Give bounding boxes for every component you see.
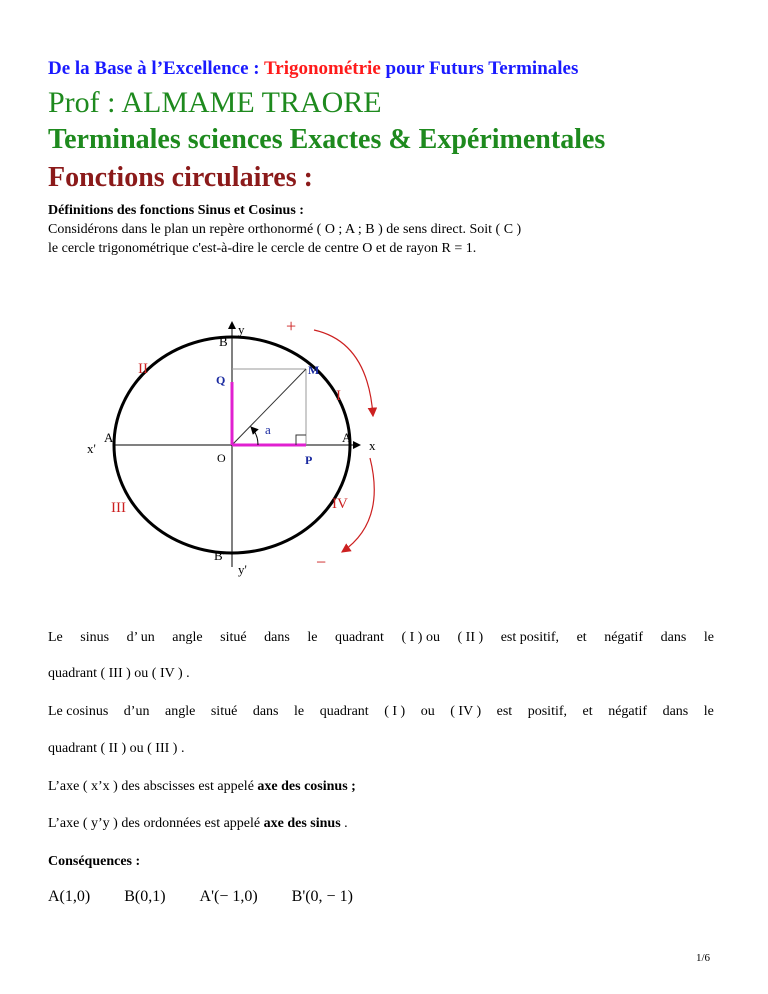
course-header [48, 58, 578, 80]
trigonometric-circle-diagram [78, 312, 408, 582]
header-suffix: pour Futurs Terminales [380, 58, 579, 79]
sinus-paragraph-word: d’ un [126, 630, 155, 645]
sinus-paragraph-word: sinus [80, 630, 110, 645]
cosinus-paragraph-word: le [294, 704, 305, 719]
header-prefix: De la Base à l’Excellence : [48, 58, 264, 79]
definition-line-1: Considérons dans le plan un repère orthonormé ( O ; A ; B ) de sens direct. Soit ( C ) [48, 222, 522, 237]
positive-direction-arrow [314, 330, 373, 416]
sinus-paragraph-word: ( I ) ou [401, 630, 440, 645]
sinus-paragraph-word: le [703, 630, 714, 645]
label-plus: + [286, 316, 297, 336]
label-y-prime: y' [238, 562, 247, 577]
sinus-paragraph-word: dans [660, 630, 687, 645]
sine-axis-term: axe des sinus [263, 816, 341, 831]
label-minus: − [316, 552, 327, 572]
label-quadrant-iv: IV [332, 496, 348, 512]
label-quadrant-ii: II [138, 361, 148, 377]
sinus-paragraph-word: Le [48, 630, 63, 645]
sinus-paragraph-word: situé [220, 630, 247, 645]
header-topic: Trigonométrie [264, 58, 381, 79]
coordinates-list [48, 888, 353, 906]
label-quadrant-iii: III [111, 500, 126, 516]
cosinus-paragraph-word: dans [252, 704, 279, 719]
label-p: P [305, 453, 313, 467]
sinus-paragraph-word: dans [264, 630, 290, 645]
sinus-paragraph-word: angle [172, 630, 203, 645]
angle-arc [251, 427, 258, 445]
cosinus-paragraph-line-1 [48, 704, 714, 720]
consequences-heading: Conséquences : [48, 854, 141, 869]
coordinate-b-prime: B'(0, − 1) [291, 888, 353, 905]
coordinate-b: B(0,1) [124, 888, 166, 905]
class-title: Terminales sciences Exactes & Expérimentales [48, 124, 606, 155]
sinus-paragraph-line-1 [48, 630, 714, 646]
cosine-axis-sentence [48, 779, 356, 795]
cosinus-paragraph-word: angle [165, 704, 196, 719]
label-o: O [217, 451, 226, 465]
sine-axis-text: L’axe ( y’y ) des ordonnées est appelé [48, 816, 264, 831]
prof-name: Prof : ALMAME TRAORE [48, 86, 382, 119]
cosinus-paragraph-word: et [582, 704, 593, 719]
cosinus-paragraph-word: ( IV ) [450, 704, 482, 719]
cosinus-paragraph-word: situé [210, 704, 238, 719]
label-b-prime: B' [214, 548, 226, 563]
sinus-paragraph-word: négatif [604, 630, 644, 645]
sinus-paragraph-word: est positif, [500, 630, 560, 645]
definition-line-2: le cercle trigonométrique c'est-à-dire le cercle de centre O et de rayon R = 1. [48, 241, 477, 256]
sinus-paragraph-word: le [307, 630, 318, 645]
sinus-paragraph-word: ( II ) [457, 630, 484, 645]
cosinus-paragraph-word: dans [662, 704, 689, 719]
cosinus-paragraph-word: le [703, 704, 714, 719]
cosinus-paragraph-word: ( I ) [384, 704, 406, 719]
cosinus-paragraph-word: ou [420, 704, 435, 719]
cosinus-paragraph-line-2: quadrant ( II ) ou ( III ) . [48, 741, 185, 756]
label-a: A [342, 430, 352, 445]
cosinus-paragraph-word: quadrant [319, 704, 369, 719]
cosinus-paragraph-word: d’un [123, 704, 150, 719]
coordinate-a-prime: A'(− 1,0) [199, 888, 258, 905]
coordinate-a: A(1,0) [48, 888, 91, 905]
sinus-paragraph-line-2: quadrant ( III ) ou ( IV ) . [48, 666, 190, 681]
cosine-axis-term: axe des cosinus ; [257, 779, 356, 794]
label-angle-a: a [265, 422, 271, 437]
cosinus-paragraph-word: Le cosinus [48, 704, 109, 719]
label-b: B [219, 334, 228, 349]
sinus-paragraph-word: quadrant [334, 630, 384, 645]
sinus-paragraph-word: et [576, 630, 587, 645]
label-q: Q [216, 373, 226, 387]
sine-axis-sentence [48, 816, 348, 832]
definition-heading: Définitions des fonctions Sinus et Cosinus : [48, 203, 304, 218]
page-number: 1/6 [695, 952, 710, 964]
label-a-prime: A' [104, 430, 116, 445]
cosinus-paragraph-word: négatif [608, 704, 648, 719]
sine-axis-end: . [340, 816, 348, 831]
label-x: x [369, 438, 376, 453]
chapter-title: Fonctions circulaires : [48, 162, 313, 193]
label-x-prime: x' [87, 441, 96, 456]
label-y: y [238, 322, 245, 337]
cosine-axis-text: L’axe ( x’x ) des abscisses est appelé [48, 779, 258, 794]
label-quadrant-i: I [336, 388, 341, 404]
cosinus-paragraph-word: est [496, 704, 513, 719]
cosinus-paragraph-word: positif, [527, 704, 568, 719]
label-m: M [308, 363, 320, 377]
